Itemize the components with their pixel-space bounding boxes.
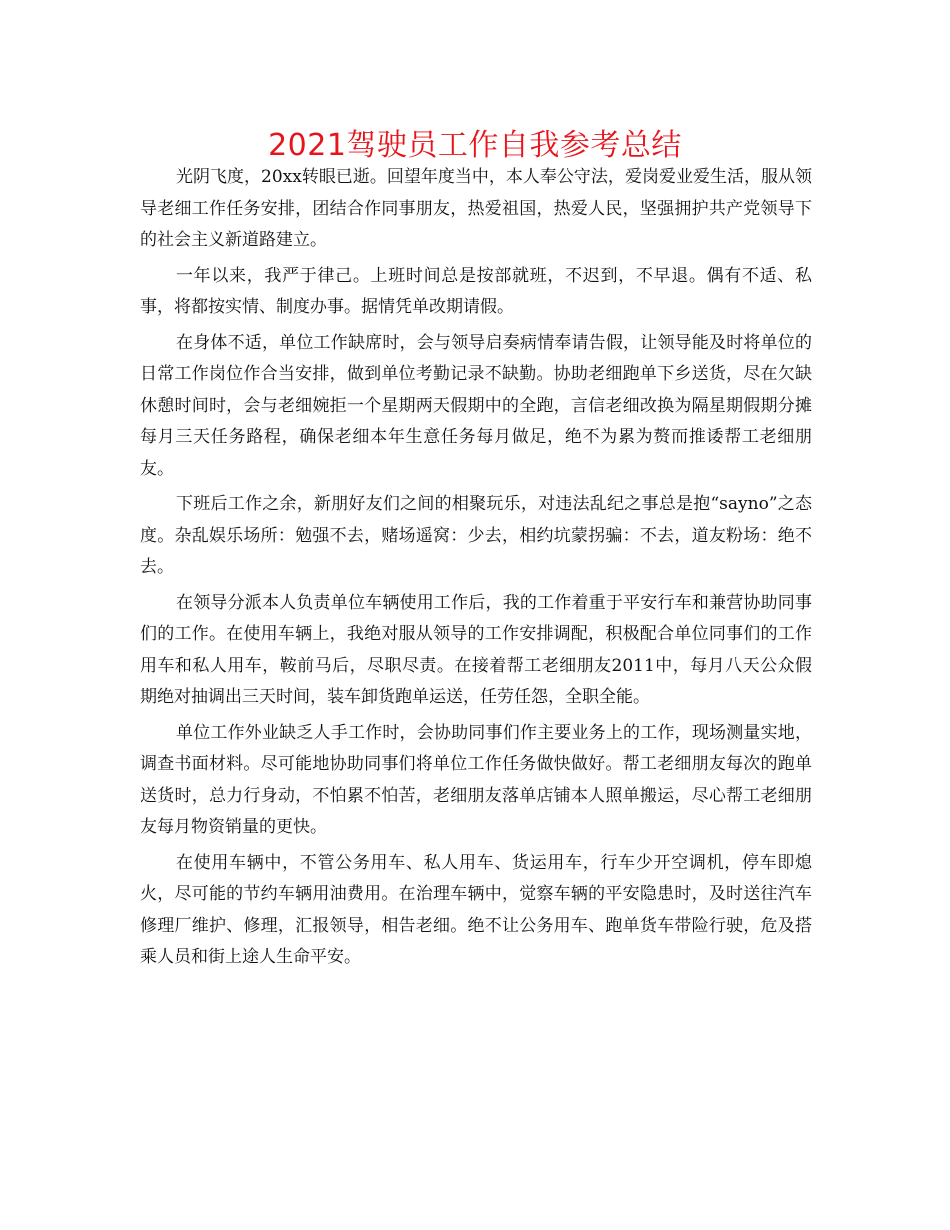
paragraph-1: 光阴飞度，20xx转眼已逝。回望年度当中，本人奉公守法，爱岗爱业爱生活，服从领导老细工作任务安排，团结合作同事朋友，热爱祖国，热爱人民，坚强拥护共产党领导下的社会主义新道路建立。 xyxy=(140,167,812,250)
paragraph-2: 一年以来，我严于律己。上班时间总是按部就班，不迟到，不早退。偶有不适、私事，将都按实情、制度办事。据情凭单改期请假。 xyxy=(140,265,812,317)
document-title: 2021驾驶员工作自我参考总结 xyxy=(268,128,682,163)
paragraph-7: 在使用车辆中，不管公务用车、私人用车、货运用车，行车少开空调机，停车即熄火，尽可能的节约车辆用油费用。在治理车辆中，觉察车辆的平安隐患时，及时送往汽车修理厂维护、修理，汇报领导，相告老细。绝不让公务用车、跑单货车带险行驶，危及搭乘人员和街上途人生命平安。 xyxy=(140,852,812,967)
paragraph-5: 在领导分派本人负责单位车辆使用工作后，我的工作着重于平安行车和兼营协助同事们的工作。在使用车辆上，我绝对服从领导的工作安排调配，积极配合单位同事们的工作用车和私人用车，鞍前马后，尽职尽责。在接着帮工老细朋友2011中，每月八天公众假期绝对抽调出三天时间，装车卸货跑单运送，任劳任怨，全职全能。 xyxy=(140,592,812,707)
document-body xyxy=(140,162,812,978)
paragraph-6: 单位工作外业缺乏人手工作时，会协助同事们作主要业务上的工作，现场测量实地，调查书面材料。尽可能地协助同事们将单位工作任务做快做好。帮工老细朋友每次的跑单送货时，总力行身动，不怕累不怕苦，老细朋友落单店铺本人照单搬运，尽心帮工老细朋友每月物资销量的更快。 xyxy=(140,722,812,837)
paragraph-3: 在身体不适，单位工作缺席时，会与领导启奏病情奉请告假，让领导能及时将单位的日常工作岗位作合当安排，做到单位考勤记录不缺勤。协助老细跑单下乡送货，尽在欠缺休憩时间时，会与老细婉拒一个星期两天假期中的全跑，言信老细改换为隔星期假期分摊每月三天任务路程，确保老细本年生意任务每月做足，绝不为累为赘而推诿帮工老细朋友。 xyxy=(140,332,812,479)
paragraph-4: 下班后工作之余，新朋好友们之间的相聚玩乐，对违法乱纪之事总是抱“sayno”之态度。杂乱娱乐场所：勉强不去，赌场遥窝：少去，相约坑蒙拐骗：不去，道友粉场：绝不去。 xyxy=(140,494,812,577)
